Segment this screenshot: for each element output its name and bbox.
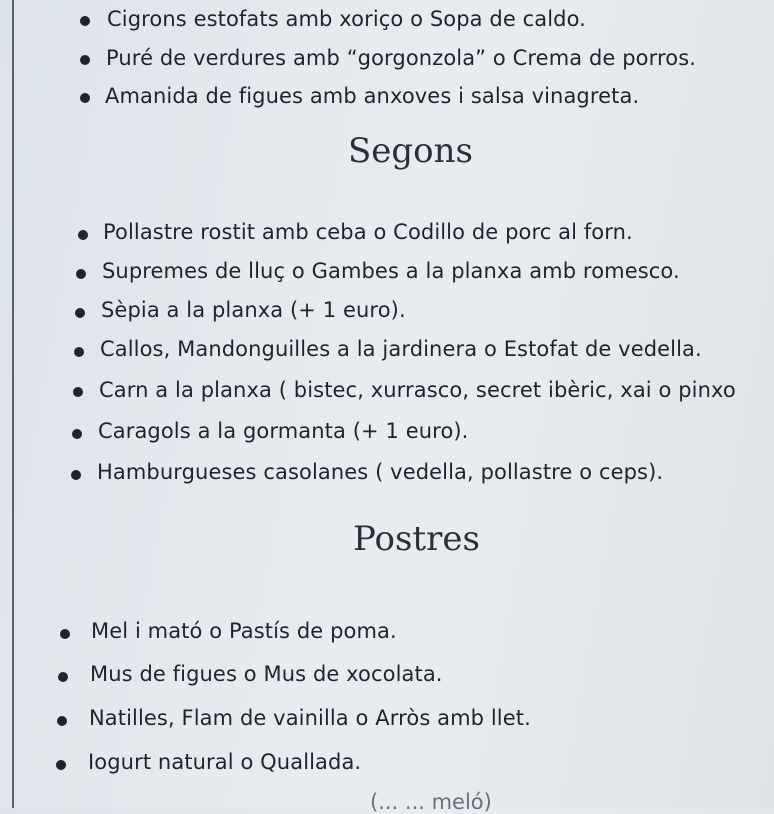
bullet-icon xyxy=(76,269,86,279)
menu-item: Amanida de figues amb anxoves i salsa vinagreta. xyxy=(105,84,640,108)
menu-item: Mel i mató o Pastís de poma. xyxy=(91,619,397,643)
section-title-postres: Postres xyxy=(353,519,480,559)
menu-item: Carn a la planxa ( bistec, xurrasco, secret ibèric, xai o pinxo xyxy=(99,378,736,402)
bullet-icon xyxy=(72,429,82,439)
bullet-icon xyxy=(80,55,90,65)
bullet-icon xyxy=(74,347,84,357)
bullet-icon xyxy=(56,760,66,770)
menu-item: Callos, Mandonguilles a la jardinera o Estofat de vedella. xyxy=(100,337,702,361)
menu-item: Puré de verdures amb “gorgonzola” o Crema de porros. xyxy=(106,46,697,70)
bullet-icon xyxy=(58,672,68,682)
bullet-icon xyxy=(78,230,88,240)
bullet-icon xyxy=(80,93,90,103)
bullet-icon xyxy=(57,716,67,726)
menu-item: Pollastre rostit amb ceba o Codillo de porc al forn. xyxy=(103,220,633,244)
menu-item: Caragols a la gormanta (+ 1 euro). xyxy=(98,419,469,443)
bullet-icon xyxy=(60,629,70,639)
bullet-icon xyxy=(80,16,90,26)
bullet-icon xyxy=(73,387,83,397)
menu-item: Natilles, Flam de vainilla o Arròs amb llet. xyxy=(89,706,531,730)
menu-item: Hamburgueses casolanes ( vedella, pollastre o ceps). xyxy=(97,460,664,484)
menu-item: Supremes de lluç o Gambes a la planxa amb romesco. xyxy=(102,259,680,283)
bullet-icon xyxy=(75,308,85,318)
cut-off-text: (... ... meló) xyxy=(370,790,492,814)
menu-item: Mus de figues o Mus de xocolata. xyxy=(90,662,443,686)
menu-item: Iogurt natural o Quallada. xyxy=(88,750,362,774)
section-title-segons: Segons xyxy=(348,131,473,171)
menu-item: Cigrons estofats amb xoriço o Sopa de caldo. xyxy=(107,7,586,31)
menu-item: Sèpia a la planxa (+ 1 euro). xyxy=(101,298,406,322)
page-left-border xyxy=(12,0,14,808)
bullet-icon xyxy=(71,470,81,480)
